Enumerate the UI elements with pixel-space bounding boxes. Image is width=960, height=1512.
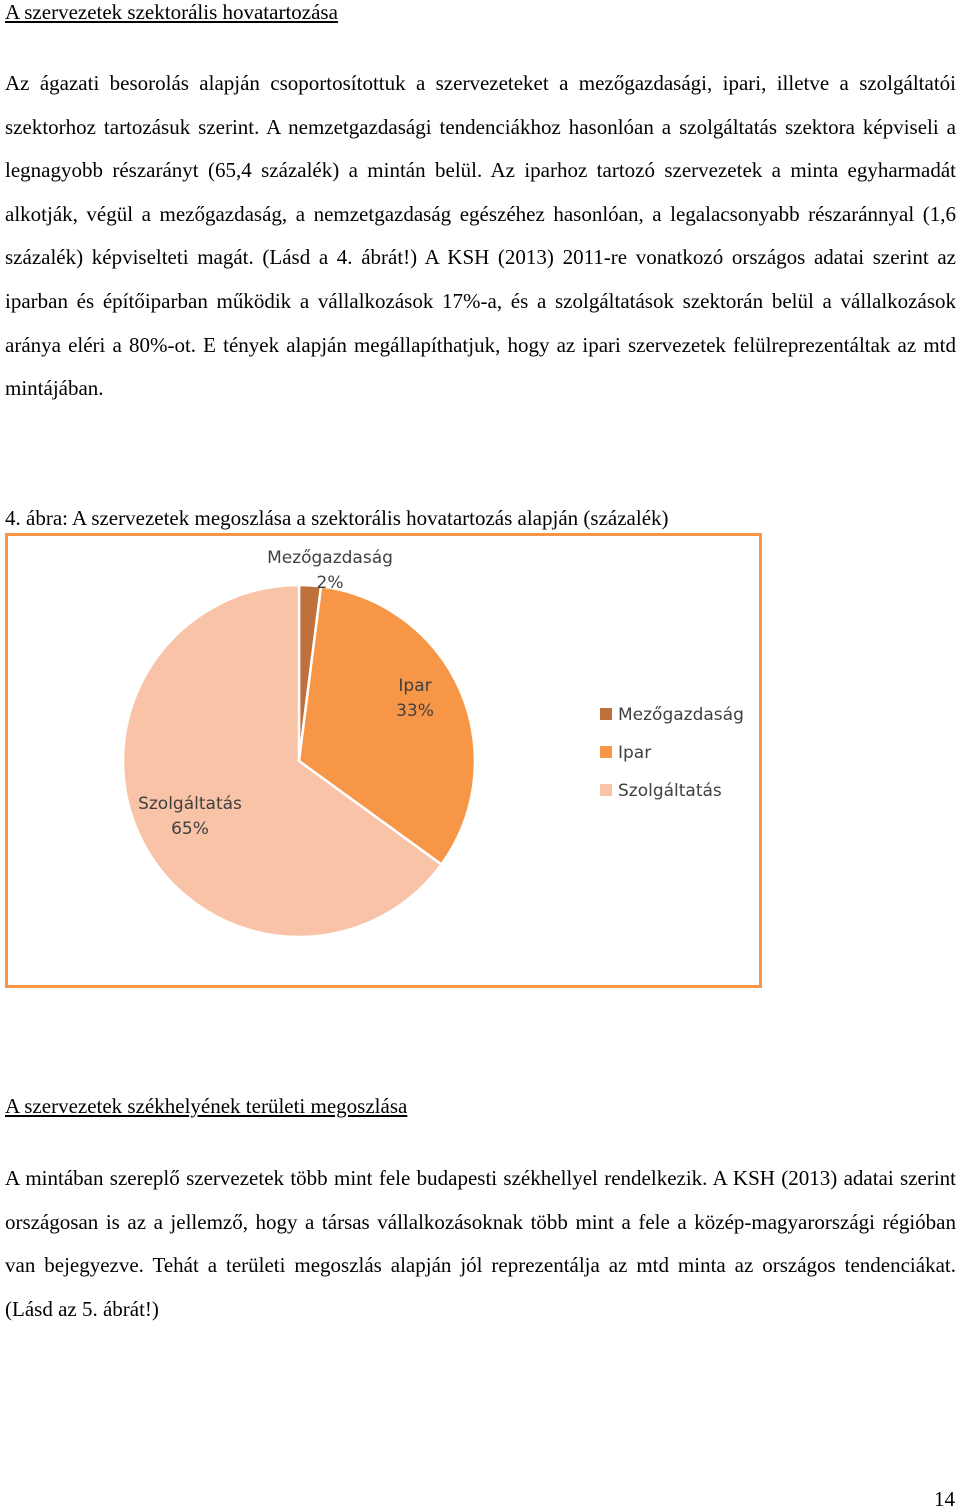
- slice-label-category-2: Szolgáltatás: [138, 794, 242, 814]
- legend-label-1: Ipar: [618, 743, 652, 763]
- pie-chart-frame: [5, 533, 762, 988]
- section-heading-sectoral: A szervezetek szektorális hovatartozása: [5, 0, 338, 24]
- legend-swatch-1: [600, 746, 612, 758]
- legend-swatch-2: [600, 784, 612, 796]
- paragraph-sectoral: Az ágazati besorolás alapján csoportosítottuk a szervezeteket a mezőgazdasági, ipari, illetve a szolgáltatói szektorhoz tartozásuk szerint. A nemzetgazdasági tendenciákhoz hasonlóan a szolgáltatás szektora képviseli a legnagyobb részarányt (65,4 százalék) a mintán belül. Az iparhoz tartozó szervezetek a minta egyharmadát alkotják, végül a mezőgazdaság, a nemzetgazdaság egészéhez hasonlóan, a legalacsonyabb részaránnyal (1,6 százalék) képviselteti magát. (Lásd a 4. ábrát!) A KSH (2013) 2011-re vonatkozó országos adatai szerint az iparban és építőiparban működik a vállalkozások 17%-a, és a szolgáltatások szektorán belül a vállalkozások aránya eléri a 80%-ot. E tények alapján megállapíthatjuk, hogy az ipari szervezetek felülreprezentáltak az mtd mintájában.: [5, 71, 956, 401]
- section-heading-regional: A szervezetek székhelyének területi megoszlása: [5, 1094, 408, 1118]
- slice-label-value-2: 65%: [171, 819, 209, 839]
- figure-caption: 4. ábra: A szervezetek megoszlása a szektorális hovatartozás alapján (százalék): [5, 506, 669, 530]
- paragraph-regional: A mintában szereplő szervezetek több mint fele budapesti székhellyel rendelkezik. A KSH (2013) adatai szerint országosan is az a jellemző, hogy a társas vállalkozásoknak több mint a fele a közép-magyarországi régióban van bejegyezve. Tehát a területi megoszlás alapján jól reprezentálja az mtd minta az országos tendenciákat. (Lásd az 5. ábrát!): [5, 1166, 956, 1321]
- slice-label-value-1: 33%: [396, 701, 434, 721]
- legend-label-2: Szolgáltatás: [618, 781, 722, 801]
- legend-swatch-0: [600, 708, 612, 720]
- pie-chart: [8, 536, 759, 985]
- slice-label-category-0: Mezőgazdaság: [267, 548, 393, 568]
- legend-label-0: Mezőgazdaság: [618, 705, 744, 725]
- slice-label-category-1: Ipar: [398, 676, 432, 696]
- slice-label-value-0: 2%: [316, 573, 344, 593]
- page-number: 14: [934, 1487, 955, 1511]
